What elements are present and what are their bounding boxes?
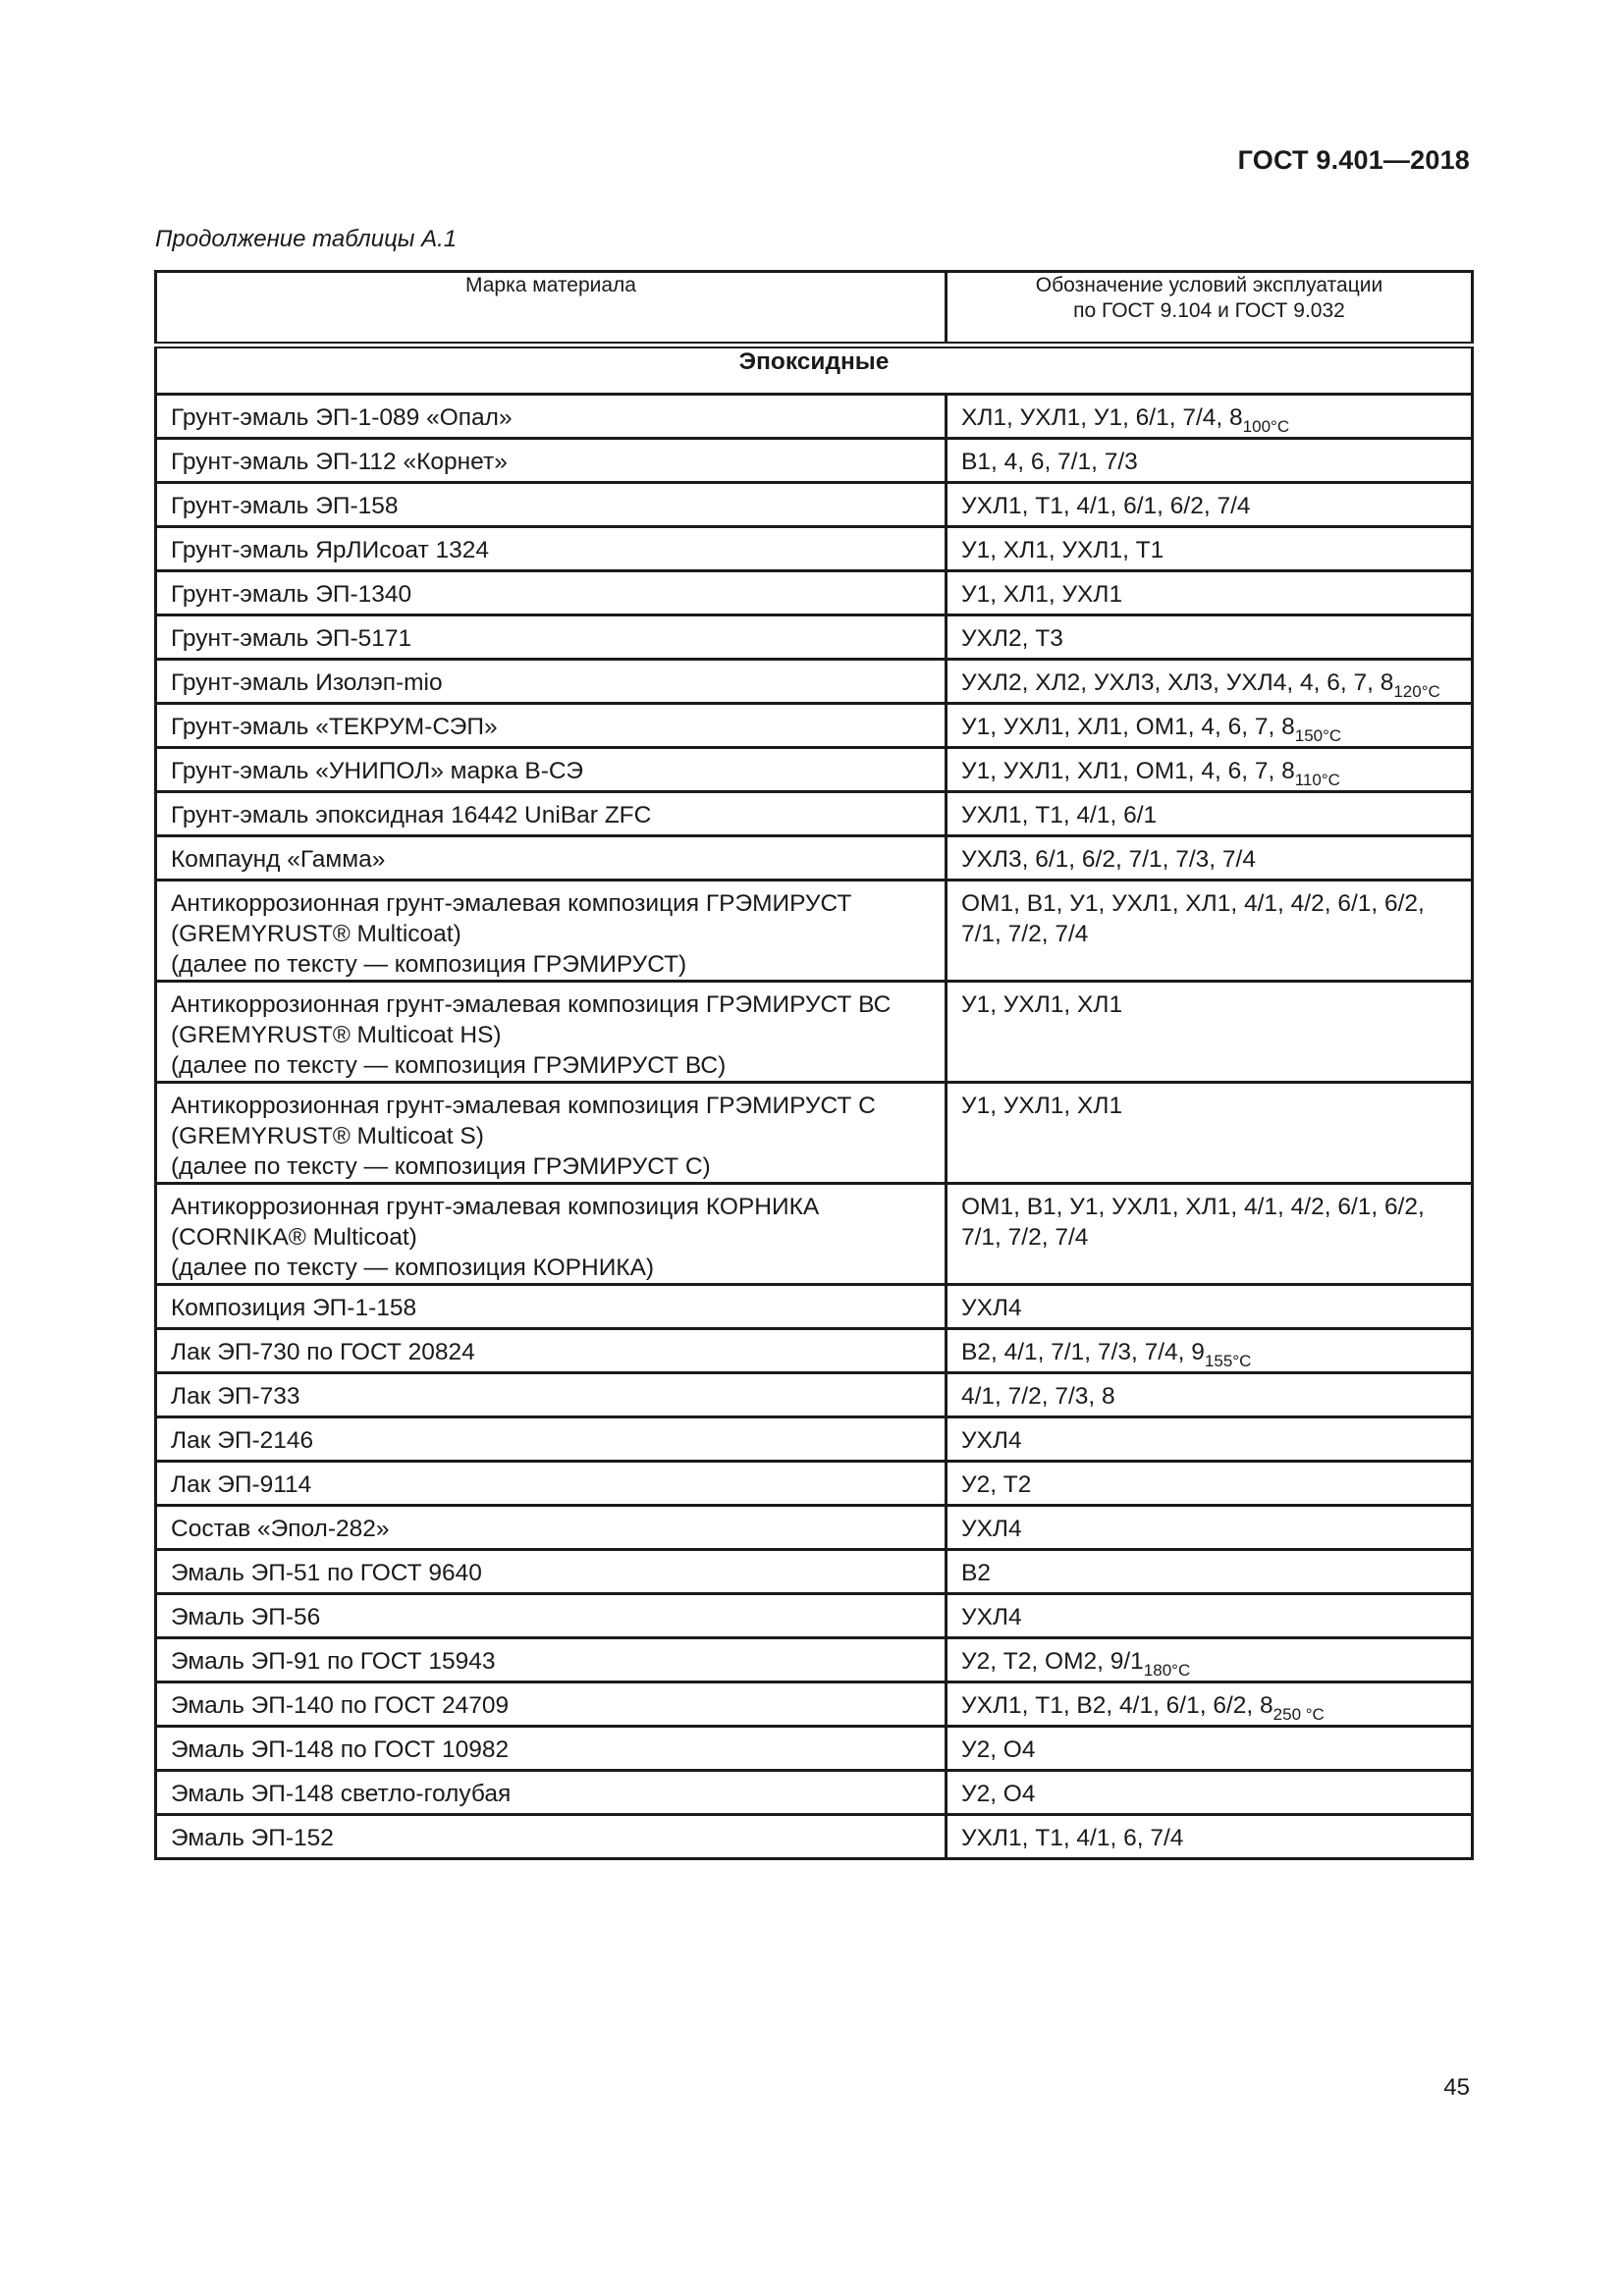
table-row [156,660,1473,704]
material-line: (далее по тексту — композиция ГРЭМИРУСТ) [171,951,687,978]
conditions-line [961,667,1457,700]
material-cell [156,483,947,527]
conditions-text: У1, ХЛ1, УХЛ1, Т1 [961,537,1164,563]
column-header-conditions-line: по ГОСТ 9.104 и ГОСТ 9.032 [1073,299,1345,322]
table-caption: Продолжение таблицы А.1 [155,226,458,252]
material-line: Состав «Эпол-282» [171,1516,390,1542]
conditions-line [961,1779,1457,1809]
material-cell [156,1417,947,1462]
table-row [156,836,1473,881]
conditions-cell [947,1727,1473,1771]
page-number: 45 [1443,2074,1470,2101]
temperature-subscript: 180°C [1143,1661,1191,1680]
material-line: Антикоррозионная грунт-эмалевая композиция ГРЭМИРУСТ ВС [171,991,892,1018]
material-cell [156,660,947,704]
conditions-text: У2, Т2 [961,1471,1032,1498]
material-cell [156,1373,947,1417]
conditions-text: УХЛ4 [961,1604,1022,1630]
conditions-line [961,623,1457,654]
conditions-text: УХЛ1, Т1, 4/1, 6/1, 6/2, 7/4 [961,493,1251,519]
section-row [156,346,1473,395]
table-row [156,792,1473,836]
material-line: Антикоррозионная грунт-эмалевая композиция ГРЭМИРУСТ [171,890,852,917]
table-row [156,1462,1473,1506]
material-line: Грунт-эмаль ЭП-112 «Корнет» [171,449,508,475]
material-line: (далее по тексту — композиция ГРЭМИРУСТ ВС) [171,1052,727,1079]
table-row [156,1417,1473,1462]
material-line: Эмаль ЭП-56 [171,1604,321,1630]
material-line: Лак ЭП-730 по ГОСТ 20824 [171,1339,475,1365]
conditions-line [961,800,1457,830]
conditions-cell [947,1083,1473,1184]
material-line: Грунт-эмаль ЭП-1340 [171,581,412,608]
conditions-line [961,1823,1457,1853]
conditions-text: В1, 4, 6, 7/1, 7/3 [961,449,1138,475]
conditions-cell [947,1550,1473,1594]
conditions-line [961,1514,1457,1544]
table-row [156,1638,1473,1682]
material-cell [156,1594,947,1638]
conditions-line [961,402,1457,435]
conditions-cell [947,1506,1473,1550]
column-header-conditions [947,272,1473,346]
material-cell [156,836,947,881]
material-cell [156,1771,947,1815]
conditions-line [961,989,1457,1020]
conditions-text: У1, УХЛ1, ХЛ1, ОМ1, 4, 6, 7, 8 [961,714,1295,740]
material-line: Эмаль ЭП-148 по ГОСТ 10982 [171,1736,510,1763]
material-line: Лак ЭП-2146 [171,1427,314,1454]
conditions-line [961,756,1457,788]
conditions-text: ОМ1, В1, У1, УХЛ1, ХЛ1, 4/1, 4/2, 6/1, 6/2, [961,890,1425,917]
material-line: Грунт-эмаль «УНИПОЛ» марка В-СЭ [171,758,583,784]
material-line: Грунт-эмаль ЭП-1-089 «Опал» [171,404,513,431]
material-cell [156,1638,947,1682]
conditions-line [961,1690,1457,1723]
table-header-row [156,272,1473,346]
conditions-line [961,1293,1457,1323]
table-row [156,395,1473,439]
material-cell [156,1462,947,1506]
table-row [156,881,1473,982]
material-cell [156,1727,947,1771]
material-line: Грунт-эмаль ЭП-158 [171,493,399,519]
conditions-line [961,1425,1457,1456]
material-line: (CORNIKA® Multicoat) [171,1224,417,1251]
conditions-text: У2, О4 [961,1736,1036,1763]
material-line: Лак ЭП-733 [171,1383,300,1410]
material-line: Грунт-эмаль Изолэп-mio [171,669,443,696]
conditions-text: У1, ХЛ1, УХЛ1 [961,581,1123,608]
conditions-text: 4/1, 7/2, 7/3, 8 [961,1383,1115,1410]
conditions-cell [947,1638,1473,1682]
conditions-line [961,579,1457,610]
material-cell [156,881,947,982]
conditions-text: В2 [961,1560,991,1586]
conditions-cell [947,1285,1473,1329]
table-row [156,571,1473,615]
material-cell [156,704,947,748]
temperature-subscript: 155°C [1204,1352,1252,1370]
conditions-line [961,919,1457,949]
material-cell [156,1550,947,1594]
conditions-text: ОМ1, В1, У1, УХЛ1, ХЛ1, 4/1, 4/2, 6/1, 6/2, [961,1194,1425,1220]
material-line: Грунт-эмаль ЯрЛИсоат 1324 [171,537,490,563]
conditions-text: У2, О4 [961,1781,1036,1807]
material-cell [156,1184,947,1285]
conditions-cell [947,615,1473,660]
table-row [156,1550,1473,1594]
conditions-cell [947,439,1473,483]
material-cell [156,1506,947,1550]
conditions-line [961,1091,1457,1121]
material-line: Лак ЭП-9114 [171,1471,312,1498]
materials-table [154,270,1474,1860]
conditions-line [961,491,1457,521]
material-cell [156,439,947,483]
temperature-subscript: 110°C [1294,771,1340,789]
table-row [156,1727,1473,1771]
material-line: (далее по тексту — композиция КОРНИКА) [171,1255,655,1281]
conditions-text: 7/1, 7/2, 7/4 [961,1224,1089,1251]
conditions-text: 7/1, 7/2, 7/4 [961,921,1089,947]
conditions-line [961,1222,1457,1253]
material-line: Эмаль ЭП-140 по ГОСТ 24709 [171,1692,510,1719]
table-row [156,527,1473,571]
conditions-text: УХЛ1, Т1, В2, 4/1, 6/1, 6/2, 8 [961,1692,1273,1719]
column-header-conditions-line: Обозначение условий эксплуатации [1035,274,1383,296]
conditions-cell [947,395,1473,439]
table-row [156,748,1473,792]
conditions-cell [947,836,1473,881]
table-row [156,1329,1473,1373]
material-cell [156,748,947,792]
material-line: Эмаль ЭП-148 светло-голубая [171,1781,512,1807]
column-header-material: Марка материала [156,272,947,346]
conditions-line [961,1646,1457,1679]
conditions-text: УХЛ1, Т1, 4/1, 6/1 [961,802,1158,828]
material-line: Эмаль ЭП-152 [171,1825,334,1851]
table-row [156,1506,1473,1550]
material-cell [156,1285,947,1329]
conditions-line [961,447,1457,477]
material-cell [156,982,947,1083]
conditions-line [961,1602,1457,1632]
material-line: Антикоррозионная грунт-эмалевая композиция КОРНИКА [171,1194,820,1220]
table-row [156,1771,1473,1815]
conditions-cell [947,1329,1473,1373]
conditions-cell [947,1417,1473,1462]
material-line: Антикоррозионная грунт-эмалевая композиция ГРЭМИРУСТ С [171,1093,876,1119]
conditions-cell [947,1373,1473,1417]
temperature-subscript: 100°C [1242,417,1290,436]
material-line: Грунт-эмаль «ТЕКРУМ-СЭП» [171,714,498,740]
table-row [156,982,1473,1083]
temperature-subscript: 120°C [1393,682,1440,701]
conditions-text: У1, УХЛ1, ХЛ1, ОМ1, 4, 6, 7, 8 [961,758,1295,784]
conditions-text: УХЛ3, 6/1, 6/2, 7/1, 7/3, 7/4 [961,846,1256,873]
conditions-text: УХЛ4 [961,1516,1022,1542]
table-row [156,1815,1473,1859]
material-line: (GREMYRUST® Multicoat) [171,921,461,947]
conditions-text: УХЛ4 [961,1295,1022,1321]
table-row [156,704,1473,748]
conditions-line [961,1735,1457,1765]
conditions-line [961,888,1457,919]
document-header: ГОСТ 9.401—2018 [1237,145,1470,175]
conditions-line [961,1337,1457,1369]
material-line: Эмаль ЭП-51 по ГОСТ 9640 [171,1560,482,1586]
conditions-cell [947,881,1473,982]
material-line: (GREMYRUST® Multicoat S) [171,1123,484,1149]
conditions-cell [947,704,1473,748]
conditions-text: У1, УХЛ1, ХЛ1 [961,991,1123,1018]
table-row [156,439,1473,483]
table-row [156,1083,1473,1184]
conditions-cell [947,748,1473,792]
table-row [156,483,1473,527]
temperature-subscript: 250 °C [1272,1705,1325,1724]
conditions-cell [947,982,1473,1083]
material-cell [156,1329,947,1373]
material-line: Композиция ЭП-1-158 [171,1295,417,1321]
conditions-cell [947,792,1473,836]
conditions-text: УХЛ4 [961,1427,1022,1454]
material-line: (GREMYRUST® Multicoat HS) [171,1022,502,1048]
material-cell [156,571,947,615]
material-cell [156,1682,947,1727]
conditions-cell [947,1815,1473,1859]
table-row [156,1285,1473,1329]
conditions-line [961,535,1457,565]
conditions-cell [947,1682,1473,1727]
table-row [156,1682,1473,1727]
conditions-line [961,712,1457,744]
conditions-cell [947,1462,1473,1506]
material-line: (далее по тексту — композиция ГРЭМИРУСТ С) [171,1153,711,1180]
conditions-text: У1, УХЛ1, ХЛ1 [961,1093,1123,1119]
material-line: Грунт-эмаль ЭП-5171 [171,625,412,652]
material-line: Грунт-эмаль эпоксидная 16442 UniBar ZFC [171,802,652,828]
conditions-cell [947,527,1473,571]
conditions-cell [947,571,1473,615]
table-row [156,1184,1473,1285]
temperature-subscript: 150°C [1294,726,1342,745]
conditions-cell [947,1771,1473,1815]
conditions-line [961,1558,1457,1588]
conditions-text: УХЛ2, Т3 [961,625,1063,652]
conditions-text: У2, Т2, ОМ2, 9/1 [961,1648,1144,1675]
conditions-cell [947,1184,1473,1285]
conditions-text: УХЛ1, Т1, 4/1, 6, 7/4 [961,1825,1184,1851]
conditions-cell [947,483,1473,527]
material-cell [156,395,947,439]
material-cell [156,615,947,660]
table-row [156,1594,1473,1638]
material-line: Эмаль ЭП-91 по ГОСТ 15943 [171,1648,496,1675]
conditions-line [961,1469,1457,1500]
conditions-cell [947,1594,1473,1638]
conditions-line [961,1192,1457,1222]
conditions-line [961,1381,1457,1412]
table-row [156,615,1473,660]
section-title: Эпоксидные [156,346,1473,395]
material-line: Компаунд «Гамма» [171,846,386,873]
material-cell [156,792,947,836]
material-cell [156,527,947,571]
conditions-cell [947,660,1473,704]
material-cell [156,1083,947,1184]
material-cell [156,1815,947,1859]
conditions-line [961,844,1457,875]
conditions-text: ХЛ1, УХЛ1, У1, 6/1, 7/4, 8 [961,404,1243,431]
table-row [156,1373,1473,1417]
conditions-text: В2, 4/1, 7/1, 7/3, 7/4, 9 [961,1339,1205,1365]
conditions-text: УХЛ2, ХЛ2, УХЛ3, ХЛ3, УХЛ4, 4, 6, 7, 8 [961,669,1394,696]
